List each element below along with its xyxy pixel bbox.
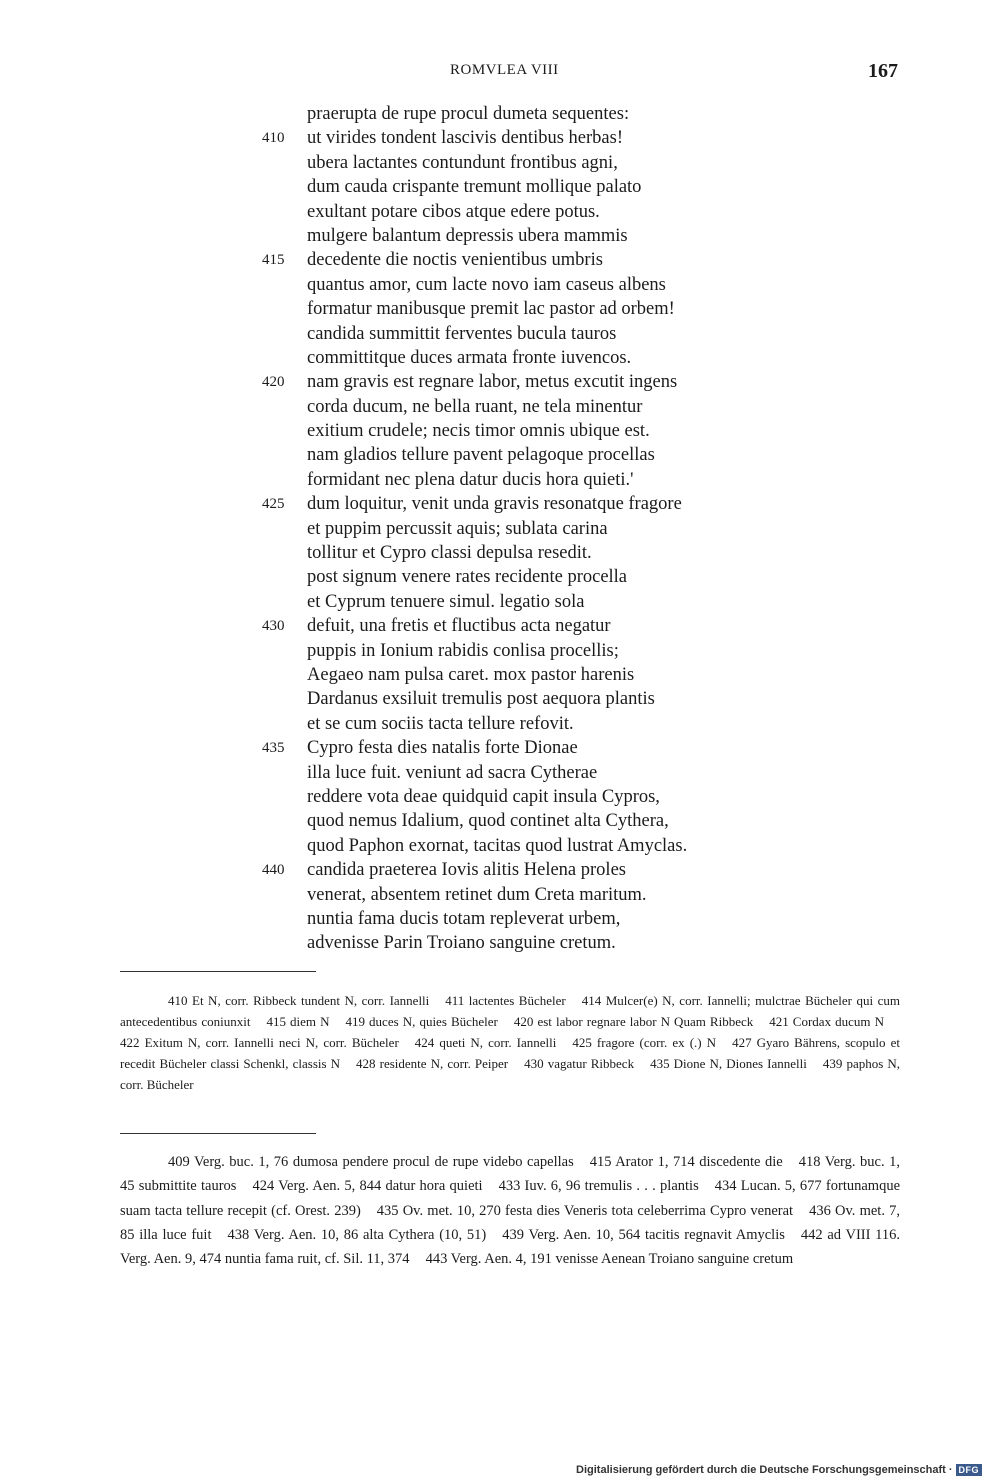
- verse-line: [0, 370, 1000, 394]
- verse-number: 415: [262, 252, 285, 269]
- digitization-credit: Digitalisierung gefördert durch die Deutsche Forschungsgemeinschaft · DFG: [576, 1464, 982, 1476]
- apparatus-entry: 421 Cordax ducum N: [769, 1014, 885, 1029]
- verse-line: [0, 687, 1000, 711]
- verse-number: 430: [262, 618, 285, 635]
- verse-text: Aegaeo nam pulsa caret. mox pastor harenis: [307, 664, 635, 685]
- apparatus-entry: 430 vagatur Ribbeck: [524, 1056, 635, 1071]
- verse-text: praerupta de rupe procul dumeta sequentes:: [307, 104, 630, 124]
- apparatus-entry: 435 Dione N, Diones Iannelli: [650, 1056, 807, 1071]
- verse-text: committitque duces armata fronte iuvencos.: [307, 347, 632, 368]
- verse-line: [0, 907, 1000, 931]
- apparatus-entry: 424 queti N, corr. Iannelli: [414, 1035, 557, 1050]
- verse-text: dum cauda crispante tremunt mollique palato: [307, 177, 642, 198]
- verse-text: defuit, una fretis et fluctibus acta negatur: [307, 616, 611, 637]
- critical-apparatus: [120, 990, 900, 1095]
- source-entry: 424 Verg. Aen. 5, 844 datur hora quieti: [252, 1178, 483, 1195]
- verse-number: 440: [262, 862, 285, 879]
- verse-number: 420: [262, 374, 285, 391]
- apparatus-entry: 425 fragore (corr. ex (.) N: [572, 1035, 717, 1050]
- verse-text: mulgere balantum depressis ubera mammis: [307, 225, 628, 246]
- apparatus-entry: 428 residente N, corr. Peiper: [356, 1056, 509, 1071]
- verse-line: [0, 151, 1000, 175]
- apparatus-entry: 439 paphos N, corr. Bücheler: [120, 1056, 900, 1092]
- verse-line: [0, 736, 1000, 760]
- verse-text: nam gravis est regnare labor, metus excutit ingens: [307, 372, 678, 393]
- sources-apparatus: [120, 1150, 900, 1271]
- verse-number: 435: [262, 740, 285, 757]
- verse-line: [0, 126, 1000, 150]
- verse-text: ut virides tondent lascivis dentibus herbas!: [307, 128, 623, 149]
- verse-line: [0, 346, 1000, 370]
- apparatus-entry: 410 Et N, corr. Ribbeck tundent N, corr. Iannelli: [168, 993, 430, 1008]
- verse-text: dum loquitur, venit unda gravis resonatque fragore: [307, 494, 682, 515]
- verse-text: formatur manibusque premit lac pastor ad orbem!: [307, 299, 675, 320]
- apparatus-entry: 422 Exitum N, corr. Iannelli neci N, corr. Bücheler: [120, 1035, 399, 1050]
- verse-line: [0, 297, 1000, 321]
- verse-line: [0, 785, 1000, 809]
- verse-line: [0, 200, 1000, 224]
- verse-line: [0, 273, 1000, 297]
- verse-line: [0, 931, 1000, 955]
- apparatus-entry: 420 est labor regnare labor N Quam Ribbeck: [513, 1014, 754, 1029]
- source-entry: 442 ad VIII 116. Verg. Aen. 9, 474 nuntia fama ruit, cf. Sil. 11, 374: [120, 1226, 901, 1268]
- verse-text: tollitur et Cypro classi depulsa resedit.: [307, 543, 592, 564]
- verse-line: [0, 419, 1000, 443]
- verse-text: advenisse Parin Troiano sanguine cretum.: [307, 933, 616, 954]
- verse-line: [0, 492, 1000, 516]
- verse-line: [0, 224, 1000, 248]
- verse-line: [0, 614, 1000, 638]
- verse-text: formidant nec plena datur ducis hora quieti.': [307, 469, 634, 490]
- verse-text: et puppim percussit aquis; sublata carina: [307, 518, 608, 539]
- source-entry: 436 Ov. met. 7, 85 illa luce fuit: [120, 1202, 900, 1243]
- verse-line: [0, 541, 1000, 565]
- verse-text: exitium crudele; necis timor omnis ubique est.: [307, 421, 650, 442]
- verse-line: [0, 175, 1000, 199]
- verse-line: [0, 712, 1000, 736]
- verse-line: [0, 858, 1000, 882]
- verse-text: reddere vota deae quidquid capit insula Cypros,: [307, 786, 660, 807]
- source-entry: 415 Arator 1, 714 discedente die: [589, 1154, 783, 1170]
- verse-text: quod Paphon exornat, tacitas quod lustrat Amyclas.: [307, 835, 688, 856]
- source-entry: 409 Verg. buc. 1, 76 dumosa pendere procul de rupe videbo capellas: [168, 1154, 574, 1170]
- page-number: 167: [868, 60, 898, 82]
- apparatus-entry: 414 Mulcer(e) N, corr. Iannelli; mulctrae Bücheler qui cum antecedentibus coniunxit: [120, 993, 900, 1029]
- verse-line: [0, 663, 1000, 687]
- verse-text: ubera lactantes contundunt frontibus agni,: [307, 152, 618, 173]
- verse-number: 425: [262, 496, 285, 513]
- verse-line: [0, 395, 1000, 419]
- source-entry: 439 Verg. Aen. 10, 564 tacitis regnavit Amyclis: [502, 1226, 785, 1243]
- verse-line: [0, 322, 1000, 346]
- verse-number: 410: [262, 130, 285, 147]
- apparatus-entry: 415 diem N: [266, 1014, 330, 1029]
- verse-text: post signum venere rates recidente procella: [307, 567, 628, 588]
- verse-line: [0, 248, 1000, 272]
- verse-line: [0, 590, 1000, 614]
- source-entry: 443 Verg. Aen. 4, 191 venisse Aenean Troiano sanguine cretum: [425, 1251, 794, 1268]
- verse-line: [0, 102, 1000, 126]
- verse-text: quantus amor, cum lacte novo iam caseus albens: [307, 274, 666, 295]
- verse-text: nam gladios tellure pavent pelagoque procellas: [307, 445, 655, 466]
- source-entry: 435 Ov. met. 10, 270 festa dies Veneris tota celeberrima Cypro venerat: [376, 1202, 794, 1219]
- verse-line: [0, 565, 1000, 589]
- verse-text: puppis in Ionium rabidis conlisa procellis;: [307, 640, 619, 661]
- verse-line: [0, 761, 1000, 785]
- verse-text: venerat, absentem retinet dum Creta maritum.: [307, 884, 647, 905]
- footnote-divider: [120, 971, 316, 972]
- verse-line: [0, 443, 1000, 467]
- verse-text: quod nemus Idalium, quod continet alta Cythera,: [307, 811, 669, 832]
- verse-text: et Cyprum tenuere simul. legatio sola: [307, 591, 585, 612]
- verse-text: illa luce fuit. veniunt ad sacra Cytherae: [307, 762, 598, 783]
- source-entry: 433 Iuv. 6, 96 tremulis . . . plantis: [498, 1178, 699, 1195]
- running-head: ROMVLEA VIII: [450, 62, 559, 78]
- apparatus-entry: 419 duces N, quies Bücheler: [345, 1014, 498, 1029]
- credit-text: Digitalisierung gefördert durch die Deutsche Forschungsgemeinschaft: [576, 1464, 946, 1476]
- verse-text: exultant potare cibos atque edere potus.: [307, 201, 600, 222]
- poem-text: [0, 102, 1000, 956]
- verse-line: [0, 809, 1000, 833]
- verse-text: nuntia fama ducis totam repleverat urbem,: [307, 908, 621, 929]
- verse-text: Cypro festa dies natalis forte Dionae: [307, 738, 578, 759]
- sources-divider: [120, 1133, 316, 1134]
- verse-text: candida summittit ferventes bucula tauros: [307, 323, 617, 344]
- verse-text: candida praeterea Iovis alitis Helena proles: [307, 860, 626, 881]
- verse-text: decedente die noctis venientibus umbris: [307, 250, 603, 271]
- verse-line: [0, 834, 1000, 858]
- source-entry: 438 Verg. Aen. 10, 86 alta Cythera (10, 51): [227, 1226, 487, 1243]
- verse-text: et se cum sociis tacta tellure refovit.: [307, 713, 574, 734]
- dfg-logo-icon: DFG: [956, 1464, 983, 1476]
- verse-line: [0, 468, 1000, 492]
- source-entry: 418 Verg. buc. 1, 45 submittite tauros: [120, 1154, 901, 1195]
- verse-line: [0, 883, 1000, 907]
- apparatus-entry: 427 Gyaro Bährens, scopulo et recedit Bücheler classi Schenkl, classis N: [120, 1035, 900, 1071]
- verse-text: Dardanus exsiluit tremulis post aequora plantis: [307, 689, 655, 710]
- source-entry: 434 Lucan. 5, 677 fortunamque suam tacta tellure recepit (cf. Orest. 239): [120, 1178, 901, 1219]
- verse-text: corda ducum, ne bella ruant, ne tela minentur: [307, 396, 643, 417]
- apparatus-entry: 411 lactentes Bücheler: [445, 993, 566, 1008]
- verse-line: [0, 517, 1000, 541]
- verse-line: [0, 639, 1000, 663]
